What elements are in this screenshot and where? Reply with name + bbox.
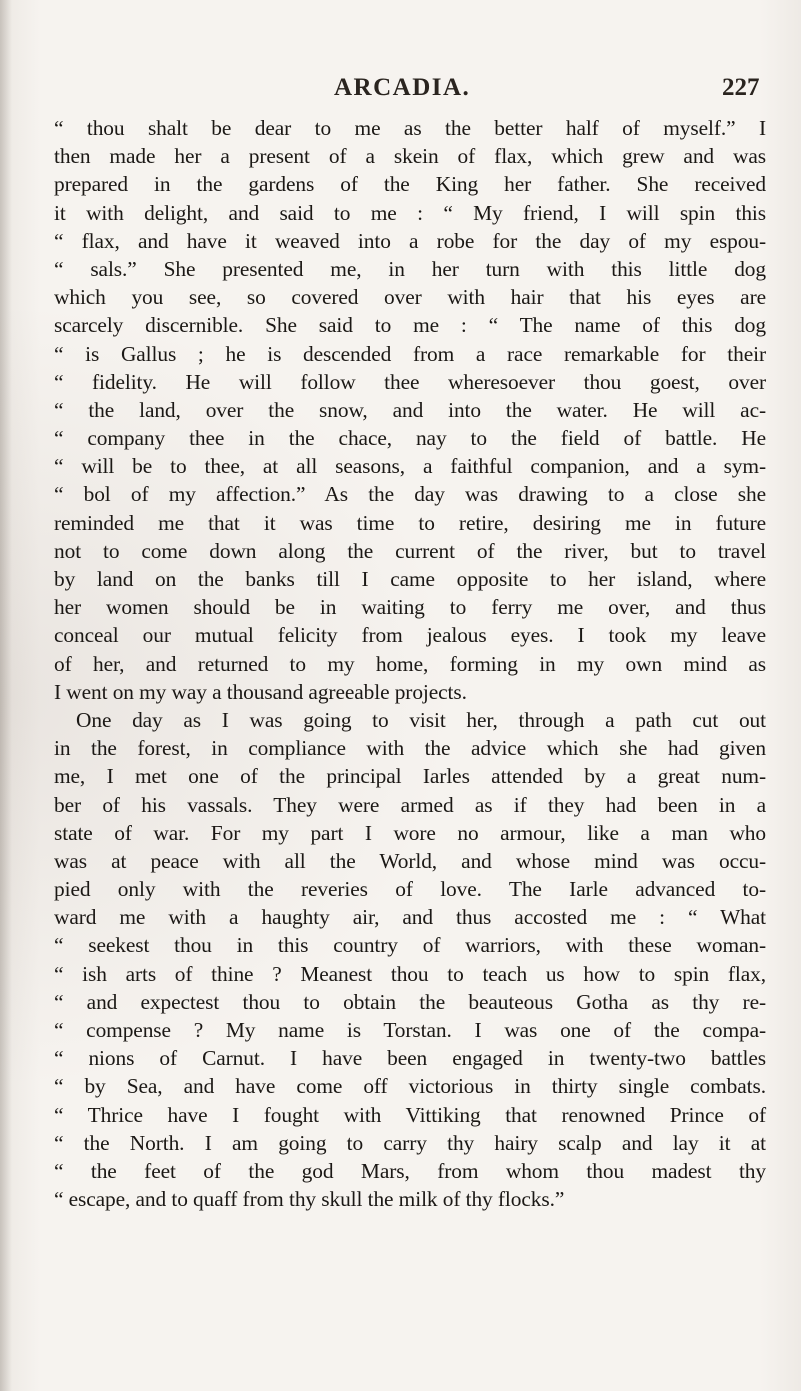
text-line: “ by Sea, and have come off victorious in thirty single combats. — [54, 1074, 766, 1099]
spine-shadow — [0, 0, 12, 1391]
running-head — [0, 74, 801, 108]
text-line: “ flax, and have it weaved into a robe for the day of my espou- — [54, 228, 766, 253]
page-number: 227 — [722, 74, 760, 101]
text-line: by land on the banks till I came opposite to her island, where — [54, 567, 766, 591]
text-line: “ nions of Carnut. I have been engaged in twenty-two battles — [54, 1046, 766, 1071]
text-line: pied only with the reveries of love. The Iarle advanced to- — [54, 877, 766, 902]
text-line: which you see, so covered over with hair that his eyes are — [54, 285, 766, 310]
running-title: ARCADIA. — [334, 74, 471, 101]
text-line: “ bol of my affection.” As the day was drawing to a close she — [54, 482, 766, 507]
text-line: scarcely discernible. She said to me : “ The name of this dog — [54, 313, 766, 338]
text-line: not to come down along the current of the river, but to travel — [54, 538, 766, 563]
text-line: “ the feet of the god Mars, from whom thou madest thy — [54, 1158, 766, 1183]
text-line: it with delight, and said to me : “ My friend, I will spin this — [54, 200, 766, 225]
text-line: “ the land, over the snow, and into the water. He will ac- — [54, 397, 766, 422]
text-line: conceal our mutual felicity from jealous eyes. I took my leave — [54, 623, 766, 648]
text-line: ber of his vassals. They were armed as if they had been in a — [54, 792, 766, 817]
text-line: I went on my way a thousand agreeable projects. — [54, 679, 467, 704]
text-line: was at peace with all the World, and whose mind was occu- — [54, 848, 766, 873]
text-line: “ is Gallus ; he is descended from a race remarkable for their — [54, 341, 766, 366]
text-line: “ seekest thou in this country of warriors, with these woman- — [54, 933, 766, 958]
text-line: her women should be in waiting to ferry me over, and thus — [54, 595, 766, 620]
text-line: reminded me that it was time to retire, desiring me in future — [54, 510, 766, 535]
text-line: “ will be to thee, at all seasons, a faithful companion, and a sym- — [54, 454, 766, 479]
text-line: in the forest, in compliance with the advice which she had given — [54, 736, 766, 761]
text-line: then made her a present of a skein of flax, which grew and was — [54, 144, 766, 169]
text-line: ward me with a haughty air, and thus accosted me : “ What — [54, 905, 766, 930]
text-line: “ compense ? My name is Torstan. I was one of the compa- — [54, 1018, 766, 1042]
body-text — [54, 114, 766, 1213]
text-line: “ escape, and to quaff from thy skull the milk of thy flocks.” — [54, 1187, 565, 1212]
text-line: “ company thee in the chace, nay to the field of battle. He — [54, 426, 766, 451]
text-line: “ sals.” She presented me, in her turn with this little dog — [54, 256, 766, 281]
text-line: of her, and returned to my home, forming in my own mind as — [54, 651, 766, 676]
text-line: “ ish arts of thine ? Meanest thou to teach us how to spin flax, — [54, 961, 766, 986]
text-line: prepared in the gardens of the King her father. She received — [54, 172, 766, 197]
text-line-paragraph-start: One day as I was going to visit her, through a path cut out — [76, 707, 766, 732]
text-line: “ thou shalt be dear to me as the better half of myself.” I — [54, 116, 766, 140]
text-line: “ fidelity. He will follow thee wheresoever thou goest, over — [54, 369, 766, 394]
text-line: “ the North. I am going to carry thy hairy scalp and lay it at — [54, 1130, 766, 1155]
text-line: “ and expectest thou to obtain the beauteous Gotha as thy re- — [54, 989, 766, 1014]
text-line: me, I met one of the principal Iarles attended by a great num- — [54, 764, 766, 789]
text-line: state of war. For my part I wore no armour, like a man who — [54, 820, 766, 845]
text-line: “ Thrice have I fought with Vittiking that renowned Prince of — [54, 1102, 766, 1127]
